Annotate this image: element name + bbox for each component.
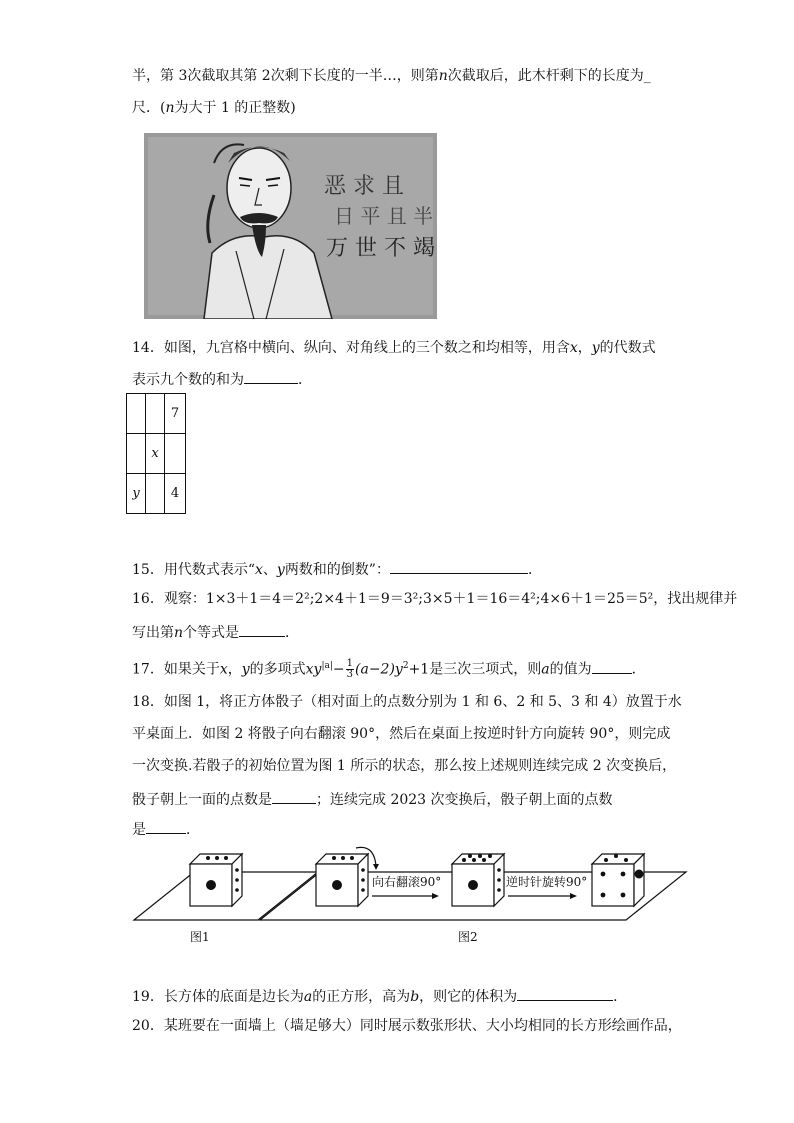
- fraction-denominator: 3: [346, 669, 354, 681]
- fig1-label: 图1: [190, 930, 210, 944]
- q17-end: ．: [631, 661, 646, 678]
- q18-text-d: 骰子朝上一面的点数是: [132, 792, 272, 808]
- q16-text-c: 个等式是: [183, 625, 240, 641]
- expr-const: +1: [408, 661, 430, 678]
- grid-cell: y: [127, 474, 146, 514]
- q15-text-b: 两数和的倒数”：: [284, 562, 390, 578]
- q14-line2: [132, 368, 312, 390]
- answer-blank[interactable]: [244, 368, 298, 384]
- var-a: a: [541, 661, 550, 678]
- grid-cell: x: [146, 434, 165, 474]
- q20-line: [132, 1016, 682, 1036]
- q20-text: 20．某班要在一面墙上（墙足够大）同时展示数张形状、大小均相同的长方形绘画作品，: [132, 1018, 682, 1034]
- nine-grid: [126, 393, 186, 514]
- q19-text-c: ，则它的体积为: [419, 989, 518, 1005]
- var-x: x: [219, 661, 228, 678]
- var-b: b: [410, 989, 420, 1005]
- q18-line1: [132, 692, 682, 712]
- q16-line1: [132, 589, 737, 609]
- arrow1-label: 向右翻滚90°: [372, 875, 442, 889]
- q18-line4: [132, 788, 613, 810]
- q13-text-b: 次截取后，此木杆剩下的长度为_: [447, 68, 651, 84]
- q18-text-c: 一次变换.若骰子的初始位置为图 1 所示的状态，那么按上述规则连续完成 2 次变换后，: [132, 758, 677, 774]
- die-fig1: [190, 854, 242, 906]
- q18-text-b: 平桌面上．如图 2 将骰子向右翻滚 90°，然后在桌面上按逆时针方向旋转 90°，则完成: [132, 726, 671, 742]
- die-fig2-b: [452, 854, 504, 906]
- q17-text-b: 的多项式: [249, 661, 306, 678]
- minus-sign: −: [332, 661, 345, 678]
- var-a: a: [303, 989, 313, 1005]
- fraction-numerator: 1: [346, 658, 354, 670]
- answer-blank[interactable]: [146, 818, 186, 834]
- portrait-illustration: [144, 133, 437, 319]
- die-fig2-a: [316, 847, 379, 906]
- answer-blank[interactable]: [390, 558, 528, 574]
- q14-line1: [132, 338, 656, 358]
- q14-text-c: 表示九个数的和为: [132, 372, 244, 388]
- var-n: n: [174, 625, 184, 641]
- q13-line2: [132, 98, 296, 118]
- q15-sep: 、: [262, 562, 277, 578]
- q18-text-a: 18．如图 1，将正方体骰子（相对面上的点数分别为 1 和 6、2 和 5、3 和 4）放置于水: [132, 694, 682, 710]
- q14-sep: ，: [577, 340, 592, 356]
- q16-end: ．: [285, 625, 300, 641]
- answer-blank[interactable]: [592, 658, 632, 674]
- q18-line3: [132, 756, 676, 776]
- q19-end: ．: [613, 989, 628, 1005]
- grid-cell: [165, 434, 186, 474]
- var-x: x: [569, 340, 578, 356]
- q17-sep: ，: [227, 661, 242, 678]
- grid-cell: 7: [165, 394, 186, 434]
- q18-line2: [132, 724, 670, 744]
- svg-text:日 平 且 半: 日 平 且 半: [334, 204, 434, 228]
- q18-end: ．: [186, 822, 200, 838]
- calligraphy-text: 恶 求 且: [324, 174, 404, 199]
- svg-text:万 世 不 竭: 万 世 不 竭: [326, 236, 435, 261]
- var-n: n: [165, 100, 175, 116]
- q17-line: [132, 656, 646, 680]
- q14-text-d: ．: [298, 372, 312, 388]
- grid-cell: 4: [165, 474, 186, 514]
- fraction: [346, 659, 354, 680]
- expr-term: (a−2)y: [355, 661, 403, 678]
- q15-line: [132, 558, 542, 580]
- answer-blank[interactable]: [517, 985, 613, 1001]
- q16-line2: [132, 621, 299, 643]
- var-y: y: [241, 661, 250, 678]
- var-y: y: [276, 562, 285, 578]
- grid-cell: [127, 434, 146, 474]
- q16-text-b: 写出第: [132, 625, 174, 641]
- answer-blank[interactable]: [272, 788, 316, 804]
- q18-line5: [132, 818, 200, 840]
- q17-text-c: 是三次三项式，则: [429, 661, 542, 678]
- answer-blank[interactable]: [239, 621, 285, 637]
- expr-exponent: 2: [402, 661, 409, 671]
- dice-figure: [130, 838, 690, 948]
- q19-text-b: 的正方形，高为: [312, 989, 411, 1005]
- expr-xy: xy: [305, 661, 322, 678]
- q19-line: [132, 985, 627, 1007]
- grid-cell: [127, 394, 146, 434]
- q17-text-d: 的值为: [549, 661, 592, 678]
- q17-text-a: 17．如果关于: [132, 661, 220, 678]
- var-x: x: [254, 562, 263, 578]
- q18-text-e: ；连续完成 2023 次变换后，骰子朝上面的点数: [316, 792, 613, 808]
- q15-end: ．: [527, 562, 542, 578]
- arrow2-label: 逆时针旋转90°: [506, 875, 588, 889]
- var-y: y: [591, 340, 600, 356]
- q19-text-a: 19．长方体的底面是边长为: [132, 989, 304, 1005]
- fig2-label: 图2: [458, 930, 478, 944]
- q16-text-a: 16．观察：1×3＋1＝4＝2²;2×4＋1＝9＝3²;3×5＋1＝16＝4²;4×6＋1＝25＝5²，找出规律并: [132, 591, 738, 607]
- grid-cell: [146, 394, 165, 434]
- q13-text-a: 半，第 3次截取其第 2次剩下长度的一半…，则第: [132, 68, 439, 84]
- grid-cell: [146, 474, 165, 514]
- q13-text-d: 为大于 1 的正整数): [174, 100, 296, 116]
- q18-text-f: 是: [132, 822, 146, 838]
- q14-text-b: 的代数式: [599, 340, 656, 356]
- q15-text-a: 15．用代数式表示“: [132, 562, 255, 578]
- expr-exponent: |a|: [321, 661, 333, 671]
- q13-text-c: 尺．(: [132, 100, 166, 116]
- var-n: n: [438, 68, 448, 84]
- q13-line1: [132, 66, 651, 86]
- q14-text-a: 14．如图，九宫格中横向、纵向、对角线上的三个数之和均相等，用含: [132, 340, 570, 356]
- die-fig2-c: [592, 854, 644, 906]
